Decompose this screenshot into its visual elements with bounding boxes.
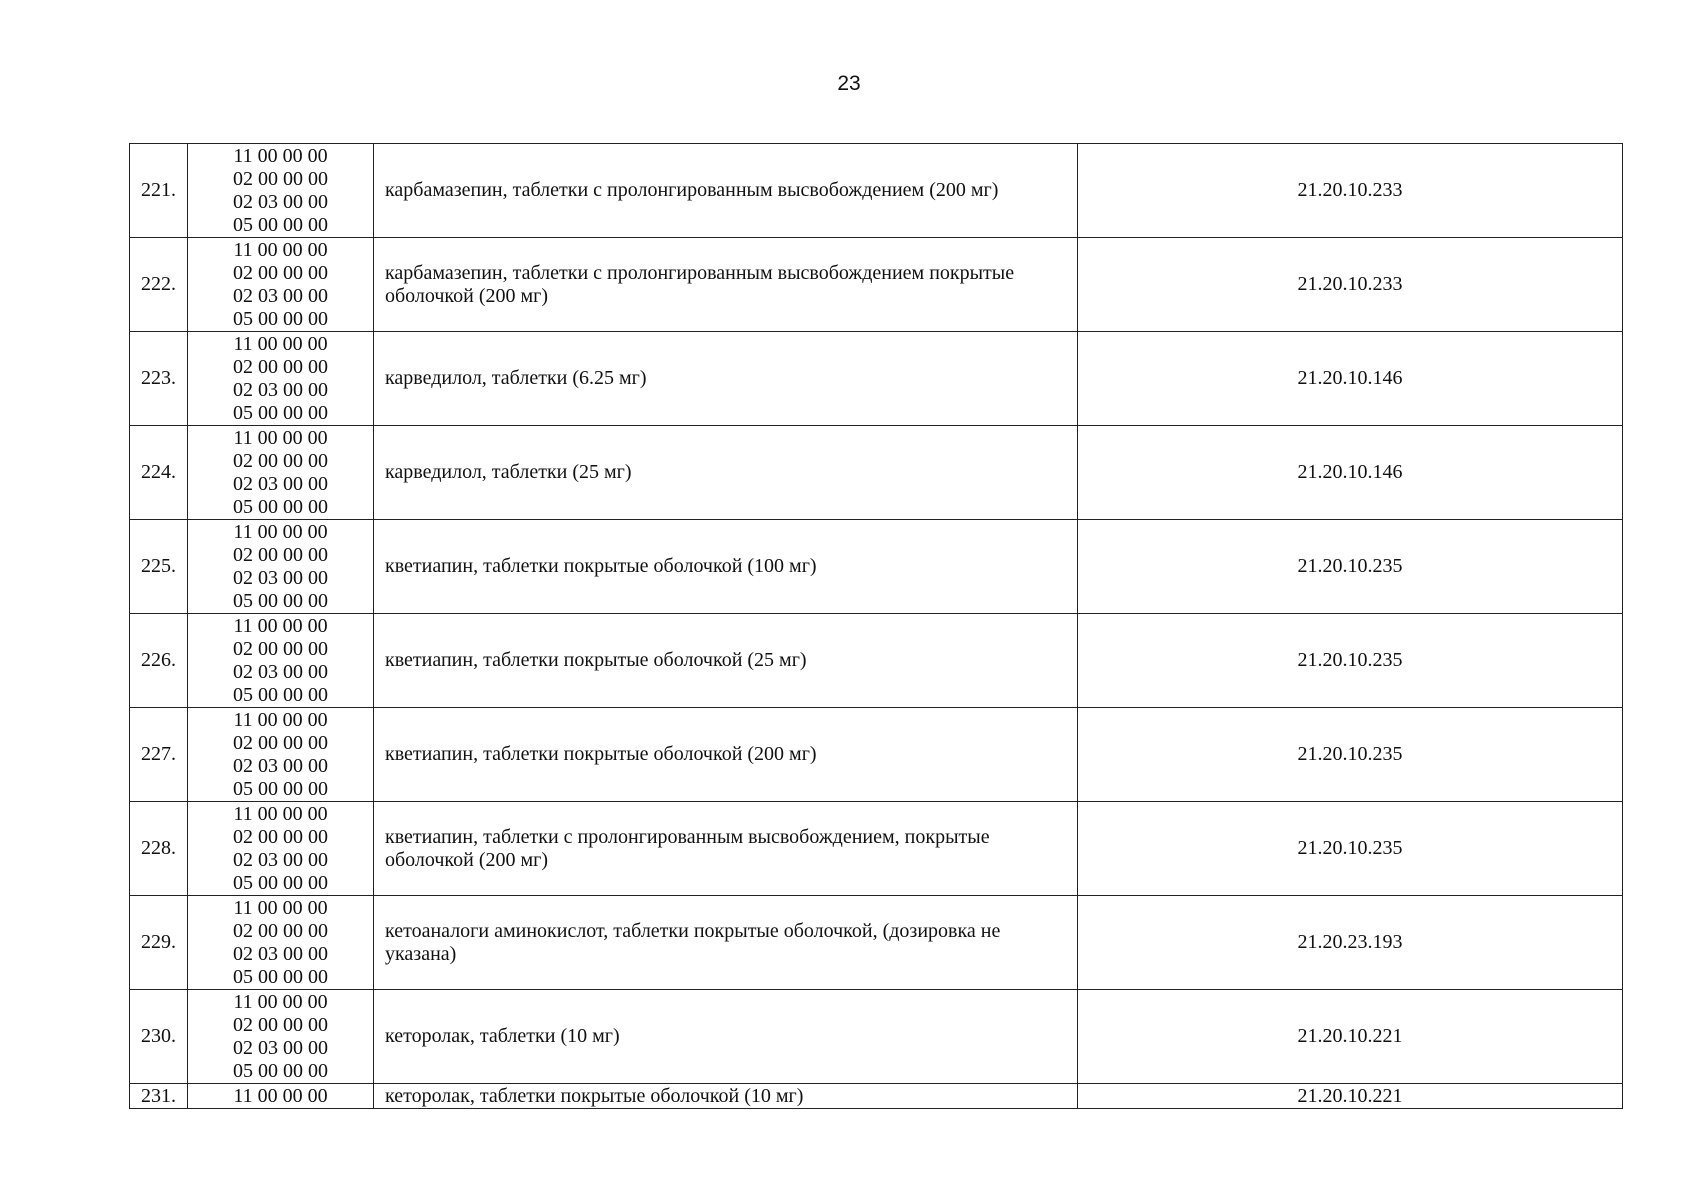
code-line: 05 00 00 00 (233, 589, 328, 612)
row-codes (188, 896, 374, 990)
row-codes (188, 144, 374, 238)
table-row (130, 896, 1623, 990)
table-row (130, 1084, 1623, 1109)
row-codes (188, 238, 374, 332)
row-number: 231. (130, 1084, 188, 1109)
drug-name: кеторолак, таблетки (10 мг) (374, 990, 1078, 1084)
code-line: 02 03 00 00 (233, 1036, 328, 1059)
drug-name: карбамазепин, таблетки с пролонгированным высвобождением (200 мг) (374, 144, 1078, 238)
code-line: 05 00 00 00 (233, 1059, 328, 1082)
code-line: 11 00 00 00 (233, 896, 328, 919)
row-codes (188, 520, 374, 614)
okpd-code: 21.20.10.233 (1078, 238, 1623, 332)
okpd-code: 21.20.10.235 (1078, 708, 1623, 802)
table-row (130, 144, 1623, 238)
drug-table (129, 143, 1623, 1109)
code-line: 02 03 00 00 (233, 190, 328, 213)
code-line: 05 00 00 00 (233, 401, 328, 424)
row-number: 221. (130, 144, 188, 238)
okpd-code: 21.20.10.233 (1078, 144, 1623, 238)
code-line: 05 00 00 00 (233, 307, 328, 330)
code-line: 05 00 00 00 (233, 871, 328, 894)
code-line: 05 00 00 00 (233, 777, 328, 800)
drug-name: кеторолак, таблетки покрытые оболочкой (10 мг) (374, 1084, 1078, 1109)
code-line: 02 03 00 00 (233, 848, 328, 871)
row-number: 229. (130, 896, 188, 990)
drug-name: кветиапин, таблетки покрытые оболочкой (200 мг) (374, 708, 1078, 802)
row-codes (188, 332, 374, 426)
drug-name: кветиапин, таблетки покрытые оболочкой (100 мг) (374, 520, 1078, 614)
code-line: 05 00 00 00 (233, 213, 328, 236)
code-line: 05 00 00 00 (233, 683, 328, 706)
row-number: 228. (130, 802, 188, 896)
code-line: 11 00 00 00 (233, 144, 328, 167)
okpd-code: 21.20.23.193 (1078, 896, 1623, 990)
drug-name: карведилол, таблетки (6.25 мг) (374, 332, 1078, 426)
code-line: 02 00 00 00 (233, 167, 328, 190)
code-line: 02 03 00 00 (233, 942, 328, 965)
row-number: 224. (130, 426, 188, 520)
code-line: 02 00 00 00 (233, 919, 328, 942)
code-line: 05 00 00 00 (233, 495, 328, 518)
table-row (130, 614, 1623, 708)
code-line: 11 00 00 00 (233, 708, 328, 731)
row-codes (188, 1084, 374, 1109)
row-number: 226. (130, 614, 188, 708)
row-codes (188, 802, 374, 896)
table-row (130, 520, 1623, 614)
code-line: 02 03 00 00 (233, 754, 328, 777)
okpd-code: 21.20.10.235 (1078, 520, 1623, 614)
okpd-code: 21.20.10.221 (1078, 1084, 1623, 1109)
code-line: 11 00 00 00 (233, 332, 328, 355)
code-line: 02 00 00 00 (233, 261, 328, 284)
code-line: 11 00 00 00 (233, 238, 328, 261)
row-number: 222. (130, 238, 188, 332)
code-line: 02 03 00 00 (233, 284, 328, 307)
code-line: 02 03 00 00 (233, 566, 328, 589)
row-codes (188, 426, 374, 520)
code-line: 11 00 00 00 (233, 1084, 328, 1107)
row-codes (188, 708, 374, 802)
page-number: 23 (837, 72, 861, 95)
okpd-code: 21.20.10.221 (1078, 990, 1623, 1084)
code-line: 02 00 00 00 (233, 1013, 328, 1036)
code-line: 11 00 00 00 (233, 802, 328, 825)
table-body (130, 144, 1623, 1109)
code-line: 02 00 00 00 (233, 825, 328, 848)
okpd-code: 21.20.10.235 (1078, 614, 1623, 708)
row-number: 227. (130, 708, 188, 802)
okpd-code: 21.20.10.235 (1078, 802, 1623, 896)
code-line: 11 00 00 00 (233, 426, 328, 449)
code-line: 02 00 00 00 (233, 449, 328, 472)
drug-name: кветиапин, таблетки с пролонгированным высвобождением, покрытые оболочкой (200 мг) (374, 802, 1078, 896)
code-line: 11 00 00 00 (233, 990, 328, 1013)
row-number: 230. (130, 990, 188, 1084)
drug-name: карведилол, таблетки (25 мг) (374, 426, 1078, 520)
okpd-code: 21.20.10.146 (1078, 332, 1623, 426)
row-codes (188, 990, 374, 1084)
code-line: 02 00 00 00 (233, 637, 328, 660)
table-row (130, 990, 1623, 1084)
row-number: 223. (130, 332, 188, 426)
code-line: 02 00 00 00 (233, 355, 328, 378)
drug-name: кетоаналоги аминокислот, таблетки покрытые оболочкой, (дозировка не указана) (374, 896, 1078, 990)
table-row (130, 332, 1623, 426)
code-line: 11 00 00 00 (233, 614, 328, 637)
row-number: 225. (130, 520, 188, 614)
table-row (130, 708, 1623, 802)
table-row (130, 238, 1623, 332)
code-line: 05 00 00 00 (233, 965, 328, 988)
okpd-code: 21.20.10.146 (1078, 426, 1623, 520)
code-line: 02 03 00 00 (233, 378, 328, 401)
code-line: 02 03 00 00 (233, 660, 328, 683)
drug-name: кветиапин, таблетки покрытые оболочкой (25 мг) (374, 614, 1078, 708)
drug-name: карбамазепин, таблетки с пролонгированным высвобождением покрытые оболочкой (200 мг) (374, 238, 1078, 332)
code-line: 02 00 00 00 (233, 731, 328, 754)
table-row (130, 802, 1623, 896)
code-line: 11 00 00 00 (233, 520, 328, 543)
row-codes (188, 614, 374, 708)
table-row (130, 426, 1623, 520)
code-line: 02 03 00 00 (233, 472, 328, 495)
code-line: 02 00 00 00 (233, 543, 328, 566)
